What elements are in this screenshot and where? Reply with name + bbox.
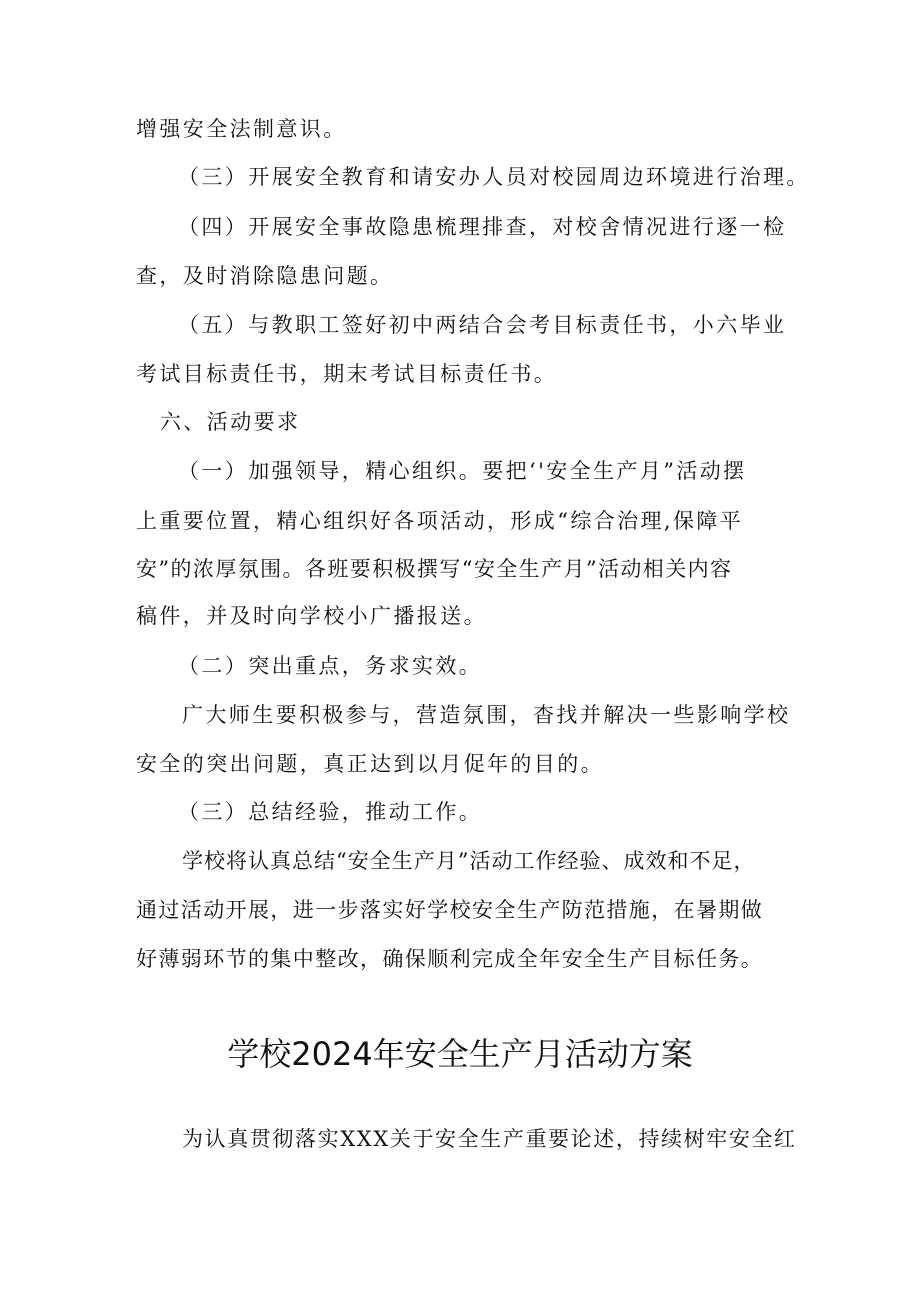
body-line: （五）与教职工签好初中两结合会考目标责任书，小六毕业: [178, 313, 787, 337]
body-line: 安”的浓厚氛围。各班要积极撰写“安全生产月”活动相关内容: [136, 557, 733, 581]
body-line: 学校将认真总结“安全生产月”活动工作经验、成效和不足，: [182, 849, 756, 873]
body-line: 查，及时消除隐患问题。: [136, 264, 394, 288]
section-heading: 六、活动要求: [160, 410, 301, 434]
body-line: 稿件，并及时向学校小广播报送。: [136, 604, 487, 628]
body-line: （三）总结经验，推动工作。: [178, 800, 483, 824]
body-line: 为认真贯彻落实XXX关于安全生产重要论述，持续树牢安全红: [182, 1127, 797, 1151]
body-line: 上重要位置，精心组织好各项活动，形成“综合治理,保障平: [136, 509, 744, 533]
body-line: 安全的突出问题，真正达到以月促年的目的。: [136, 752, 604, 776]
body-line: 通过活动开展，进一步落实好学校安全生产防范措施，在暑期做: [136, 898, 764, 922]
document-title: 学校2024年安全生产月活动方案: [227, 1035, 693, 1073]
body-line: 考试目标责任书，期末考试目标责任书。: [136, 362, 558, 386]
body-line: （三）开展安全教育和请安办人员对校园周边环境进行治理。: [178, 165, 810, 189]
body-line: 增强安全法制意识。: [136, 117, 347, 141]
body-line: （四）开展安全事故隐患梳理排查，对校舍情况进行逐一检: [178, 215, 787, 239]
body-line: 好薄弱环节的集中整改，确保顺利完成全年安全生产目标任务。: [136, 947, 764, 971]
body-line: （二）突出重点，务求实效。: [178, 654, 483, 678]
body-line: 广大师生要积极参与，营造氛围，杳找并解决一些影响学校: [182, 703, 791, 727]
body-line: （一）加强领导，精心组织。要把‘'安全生产月”活动摆: [178, 459, 747, 483]
